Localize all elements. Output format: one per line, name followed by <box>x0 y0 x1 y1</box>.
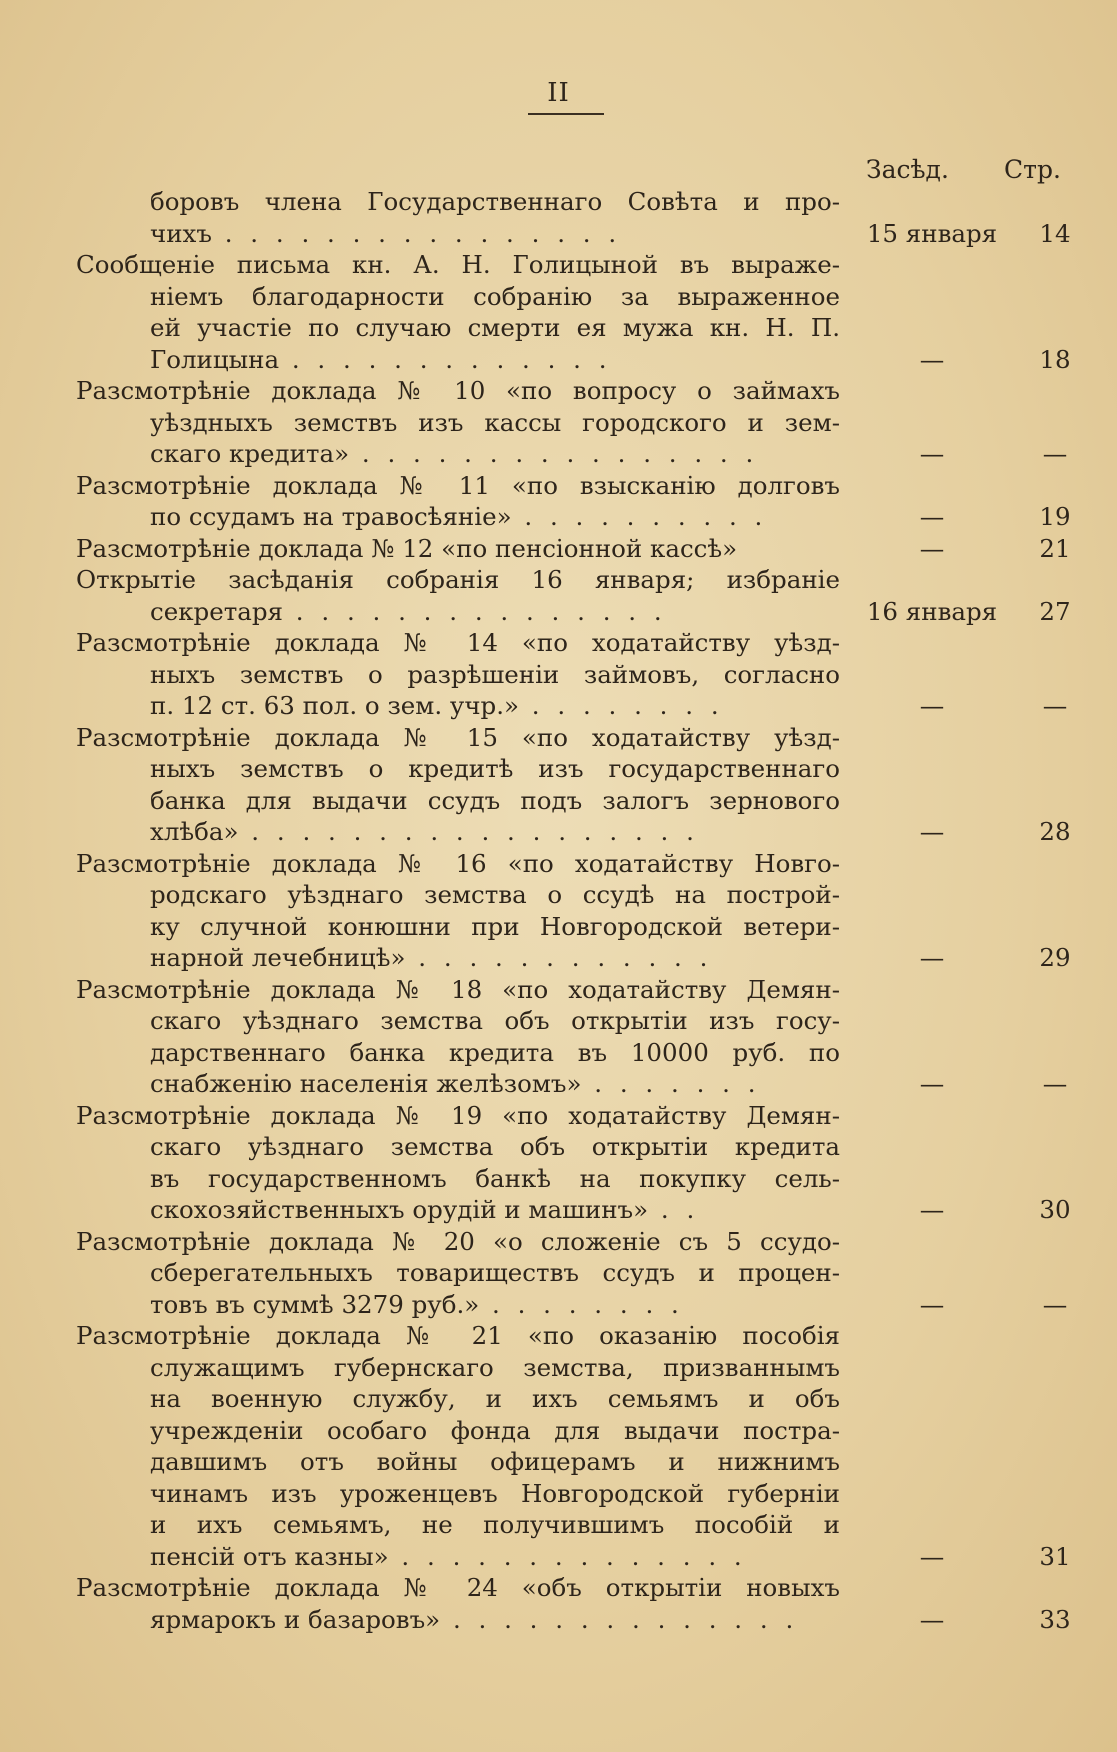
session-date: — <box>919 943 945 972</box>
entry-text: Разсмотрѣніе доклада № 12 «по пенсіонной кассѣ» <box>76 533 738 563</box>
page-number: 18 <box>1039 344 1071 374</box>
entry-line <box>0 1509 1117 1541</box>
entry-text: учрежденіи особаго фонда для выдачи постра- <box>150 1415 840 1445</box>
session-date: — <box>919 1289 945 1319</box>
contents-entry <box>0 974 1117 1100</box>
entry-text: нарной лечебницѣ» . . . . . . . . . . . . <box>150 943 713 972</box>
entry-text: дарственнаго банка кредита въ 10000 руб. по <box>150 1037 840 1067</box>
entry-line <box>0 564 1117 596</box>
entry-text: скаго уѣзднаго земства объ открытіи кредита <box>150 1132 840 1161</box>
entry-line <box>0 659 1117 691</box>
entry-line <box>0 1068 1117 1100</box>
entry-line <box>0 281 1117 313</box>
dot-leader: . . . . . . . . . . . . . . . <box>283 596 667 626</box>
entry-line <box>0 753 1117 785</box>
entry-text: уѣздныхъ земствъ изъ кассы городского и зем- <box>150 407 840 437</box>
entry-line <box>0 942 1117 974</box>
entry-text: Разсмотрѣніе доклада № 20 «о сложеніе съ 5 ссудо- <box>76 1226 840 1256</box>
folio-rule <box>528 113 604 115</box>
dot-leader: . . . . . . . . <box>479 1289 684 1319</box>
entry-line <box>0 1131 1117 1163</box>
session-date: — <box>919 817 945 846</box>
session-date: — <box>919 344 945 374</box>
contents-entry <box>0 1226 1117 1321</box>
entry-text: сберегательныхъ товариществъ ссудъ и процен- <box>150 1258 840 1287</box>
entry-line <box>0 312 1117 344</box>
dot-leader: . . . . . . . . . . . . . . <box>440 1604 799 1634</box>
entry-line <box>0 1289 1117 1321</box>
entry-line <box>0 249 1117 281</box>
session-date: — <box>919 1604 945 1634</box>
entry-text: ніемъ благодарности собранію за выраженное <box>150 281 840 311</box>
entry-line <box>0 1383 1117 1415</box>
entry-text: ныхъ земствъ о кредитѣ изъ государственнаго <box>150 754 840 783</box>
dot-leader: . . . . . . . . . . . . . . . . <box>211 218 622 248</box>
entry-text: банка для выдачи ссудъ подъ залогъ зернового <box>150 785 840 815</box>
session-column-header: Засѣд. <box>866 155 949 184</box>
entry-text: Разсмотрѣніе доклада № 15 «по ходатайству уѣзд- <box>76 722 840 752</box>
entry-line <box>0 1604 1117 1636</box>
entry-line <box>0 596 1117 628</box>
entry-text: боровъ члена Государственнаго Совѣта и про- <box>150 187 840 216</box>
page-number: — <box>1042 1289 1068 1319</box>
entry-text: Разсмотрѣніе доклада № 16 «по ходатайству Новго- <box>76 848 840 878</box>
page-number: 19 <box>1039 502 1071 531</box>
entry-text: родскаго уѣзднаго земства о ссудѣ на построй- <box>150 880 840 909</box>
page-number: 21 <box>1039 533 1071 563</box>
entry-text: по ссудамъ на травосѣяніе» . . . . . . . . . . <box>150 502 768 531</box>
dot-leader: . . . . . . . . . . . . . . . . <box>349 439 759 468</box>
session-date: 15 января <box>866 218 998 248</box>
entry-line <box>0 1163 1117 1195</box>
entry-line <box>0 407 1117 439</box>
entry-line <box>0 470 1117 502</box>
dot-leader: . . . . . . . <box>581 1069 761 1098</box>
entry-line <box>0 344 1117 376</box>
entry-line <box>0 1320 1117 1352</box>
entry-line <box>0 1100 1117 1132</box>
session-date: 16 января <box>866 596 998 626</box>
contents-entry <box>0 848 1117 974</box>
session-date: — <box>919 691 945 720</box>
dot-leader: . . . . . . . . . . . . . . <box>388 1541 747 1571</box>
contents-entry <box>0 375 1117 470</box>
entry-text: товъ въ суммѣ 3279 руб.» . . . . . . . . <box>150 1289 684 1319</box>
entry-text: снабженію населенія желѣзомъ» . . . . . . . <box>150 1069 761 1098</box>
page-number: 33 <box>1039 1604 1071 1634</box>
entry-text: скаго кредита» . . . . . . . . . . . . . . . . <box>150 439 759 468</box>
entry-text: ярмарокъ и базаровъ» . . . . . . . . . . . . . . <box>150 1604 799 1634</box>
entry-line <box>0 722 1117 754</box>
page-number: — <box>1042 1069 1068 1098</box>
entry-line <box>0 627 1117 659</box>
entry-text: Разсмотрѣніе доклада № 14 «по ходатайству уѣзд- <box>76 628 840 657</box>
page-column-header: Стр. <box>1004 155 1061 184</box>
session-date: — <box>919 1069 945 1098</box>
contents-entry <box>0 722 1117 848</box>
entry-line <box>0 1037 1117 1069</box>
entry-line <box>0 1415 1117 1447</box>
page-number: 28 <box>1039 817 1071 846</box>
entry-text: Разсмотрѣніе доклада № 11 «по взысканію долговъ <box>76 470 840 500</box>
entry-line <box>0 1541 1117 1573</box>
contents-entry <box>0 249 1117 375</box>
entry-line <box>0 533 1117 565</box>
session-date: — <box>919 1541 945 1571</box>
entry-line <box>0 690 1117 722</box>
contents-entry <box>0 186 1117 249</box>
dot-leader: . . . . . . . . . . . . . . . . . . <box>238 817 699 846</box>
contents-entry <box>0 1320 1117 1572</box>
dot-leader: . . . . . . . . <box>519 691 724 720</box>
page-number: 27 <box>1039 596 1071 626</box>
entry-line <box>0 1352 1117 1384</box>
contents-entry <box>0 533 1117 565</box>
entry-text: секретаря . . . . . . . . . . . . . . . <box>150 596 667 626</box>
contents-entry <box>0 564 1117 627</box>
entry-text: Разсмотрѣніе доклада № 24 «объ открытіи новыхъ <box>76 1573 840 1602</box>
entry-text: давшимъ отъ войны офицерамъ и нижнимъ <box>150 1447 840 1476</box>
entry-text: служащимъ губернскаго земства, призваннымъ <box>150 1352 840 1382</box>
entry-line <box>0 186 1117 218</box>
entry-line <box>0 848 1117 880</box>
entry-text: пенсій отъ казны» . . . . . . . . . . . . . . <box>150 1541 747 1571</box>
entry-line <box>0 1194 1117 1226</box>
entry-line <box>0 1257 1117 1289</box>
entry-text: Разсмотрѣніе доклада № 10 «по вопросу о займахъ <box>76 376 840 405</box>
entry-text: Разсмотрѣніе доклада № 21 «по оказанію пособія <box>76 1321 840 1350</box>
entry-line <box>0 501 1117 533</box>
entry-text: Разсмотрѣніе доклада № 18 «по ходатайству Демян- <box>76 974 840 1004</box>
entry-text: ку случной конюшни при Новгородской ветери- <box>150 911 840 941</box>
entry-line <box>0 1005 1117 1037</box>
entry-text: и ихъ семьямъ, не получившимъ пособій и <box>150 1510 840 1539</box>
entry-line <box>0 785 1117 817</box>
entry-line <box>0 218 1117 250</box>
entry-line <box>0 911 1117 943</box>
entry-line <box>0 1446 1117 1478</box>
entry-text: п. 12 ст. 63 пол. о зем. учр.» . . . . . . . . <box>150 691 724 720</box>
contents-entry <box>0 627 1117 722</box>
session-date: — <box>919 502 945 531</box>
dot-leader: . . . . . . . . . . . . <box>405 943 713 972</box>
contents-entry <box>0 1572 1117 1635</box>
page-number: — <box>1042 691 1068 720</box>
entry-line <box>0 879 1117 911</box>
entry-text: скохозяйственныхъ орудій и машинъ» . . <box>150 1195 700 1224</box>
entry-text: ей участіе по случаю смерти ея мужа кн. Н. П. <box>150 313 840 342</box>
entry-line <box>0 974 1117 1006</box>
entry-text: Открытіе засѣданія собранія 16 января; избраніе <box>76 565 840 594</box>
entry-text: чинамъ изъ уроженцевъ Новгородской губерніи <box>150 1478 840 1508</box>
dot-leader: . . <box>648 1195 700 1224</box>
contents-list <box>0 186 1117 1635</box>
page-folio: II <box>547 78 570 108</box>
entry-text: въ государственномъ банкѣ на покупку сель- <box>150 1163 840 1193</box>
entry-text: Голицына . . . . . . . . . . . . . <box>150 344 612 374</box>
entry-line <box>0 1226 1117 1258</box>
entry-text: чихъ . . . . . . . . . . . . . . . . <box>150 218 622 248</box>
contents-entry <box>0 1100 1117 1226</box>
entry-line <box>0 375 1117 407</box>
page-number: — <box>1042 439 1068 468</box>
session-date: — <box>919 533 945 563</box>
entry-line <box>0 816 1117 848</box>
entry-text: ныхъ земствъ о разрѣшеніи займовъ, согласно <box>150 659 840 689</box>
entry-line <box>0 438 1117 470</box>
page-number: 14 <box>1039 218 1071 248</box>
page-number: 30 <box>1039 1195 1071 1224</box>
entry-line <box>0 1478 1117 1510</box>
entry-text: Разсмотрѣніе доклада № 19 «по ходатайству Демян- <box>76 1100 840 1130</box>
page-number: 29 <box>1039 943 1071 972</box>
dot-leader: . . . . . . . . . . <box>511 502 768 531</box>
session-date: — <box>919 439 945 468</box>
entry-text: хлѣба» . . . . . . . . . . . . . . . . . . <box>150 817 699 846</box>
entry-text: Сообщеніе письма кн. А. Н. Голицыной въ выраже- <box>76 250 840 279</box>
dot-leader: . . . . . . . . . . . . . <box>279 344 612 374</box>
page-number: 31 <box>1039 1541 1071 1571</box>
session-date: — <box>919 1195 945 1224</box>
contents-entry <box>0 470 1117 533</box>
entry-line <box>0 1572 1117 1604</box>
entry-text: скаго уѣзднаго земства объ открытіи изъ госу- <box>150 1006 840 1035</box>
entry-text: на военную службу, и ихъ семьямъ и объ <box>150 1384 840 1413</box>
